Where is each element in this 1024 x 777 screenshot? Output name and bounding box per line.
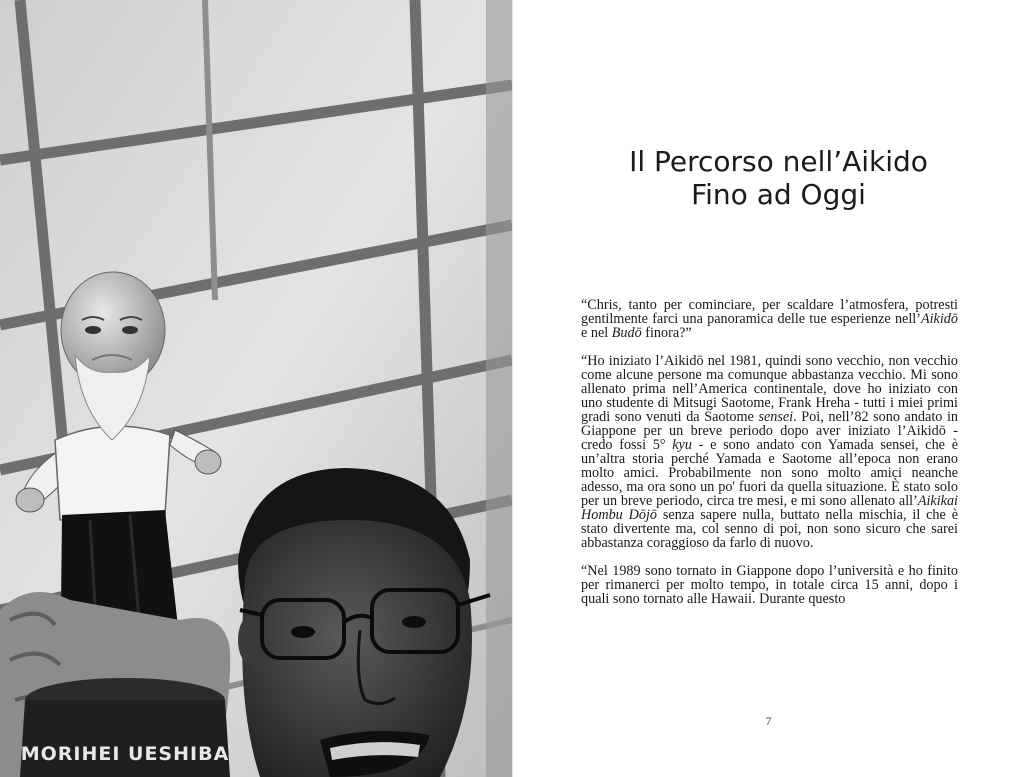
italic-term-budo: Budō	[611, 325, 642, 341]
paragraph-answer-1	[581, 354, 958, 550]
paragraph-text: “Chris, tanto per cominciare, per scaldare l’atmosfera, potresti gentilmente farci una panoramica delle tue esperienze nell’	[581, 297, 958, 327]
paragraph-text: “Nel 1989 sono tornato in Giappone dopo l’università e ho finito per rimanerci per molto tempo, in totale circa 15 anni, dopo i quali sono tornato alle Hawaii. Durante questo	[581, 563, 958, 607]
paragraph-answer-2	[581, 564, 958, 606]
paragraph-text: - e sono andato con Yamada sensei, che è un’altra storia perché Yamada e Saotome all’epoca non erano molto amici. Probabilmente non sono molto amici neanche adesso, ma ora sono un po' fuori da quella situazione. È stato solo per un breve periodo, circa tre mesi, e mi sono allenato all’	[581, 437, 958, 509]
paragraph-text: finora?”	[641, 325, 692, 341]
paragraph-text: . Poi, nell’82 sono andato in Giappone per un breve periodo dopo aver iniziato l’Aikidō - credo fossi 5°	[581, 409, 958, 453]
italic-term-aikido: Aikidō	[920, 311, 958, 327]
body-text	[581, 298, 958, 620]
chapter-title	[553, 145, 1004, 211]
statue-base	[20, 678, 230, 777]
chapter-title-line-1: Il Percorso nell’Aikido	[629, 145, 928, 178]
italic-term-hombu-dojo: Aikikai Hombu Dōjō	[581, 493, 958, 523]
paragraph-text: e nel	[581, 325, 612, 341]
paragraph-text: senza sapere nulla, buttato nella mischia, il che è stato divertente ma, col senno di poi, non sono sicuro che sarei abbastanza coraggioso da farlo di nuovo.	[581, 507, 958, 551]
chapter-title-line-2: Fino ad Oggi	[691, 178, 866, 211]
paragraph-question	[581, 298, 958, 340]
paragraph-text: “Ho iniziato l’Aikidō nel 1981, quindi sono vecchio, non vecchio come alcune persone ma comunque abbastanza vecchio. Mi sono allenato prima nell’America continentale, dove ho iniziato con uno studente di Mitsugi Saotome, Frank Hreha - tutti i miei primi gradi sono venuti da Saotome	[581, 353, 958, 425]
text-page	[513, 0, 1024, 777]
italic-term-sensei: sensei	[758, 409, 794, 425]
italic-term-kyu: kyu	[672, 437, 692, 453]
statue-base-label: MORIHEI UESHIBA	[20, 743, 230, 765]
page-number: 7	[765, 714, 772, 728]
